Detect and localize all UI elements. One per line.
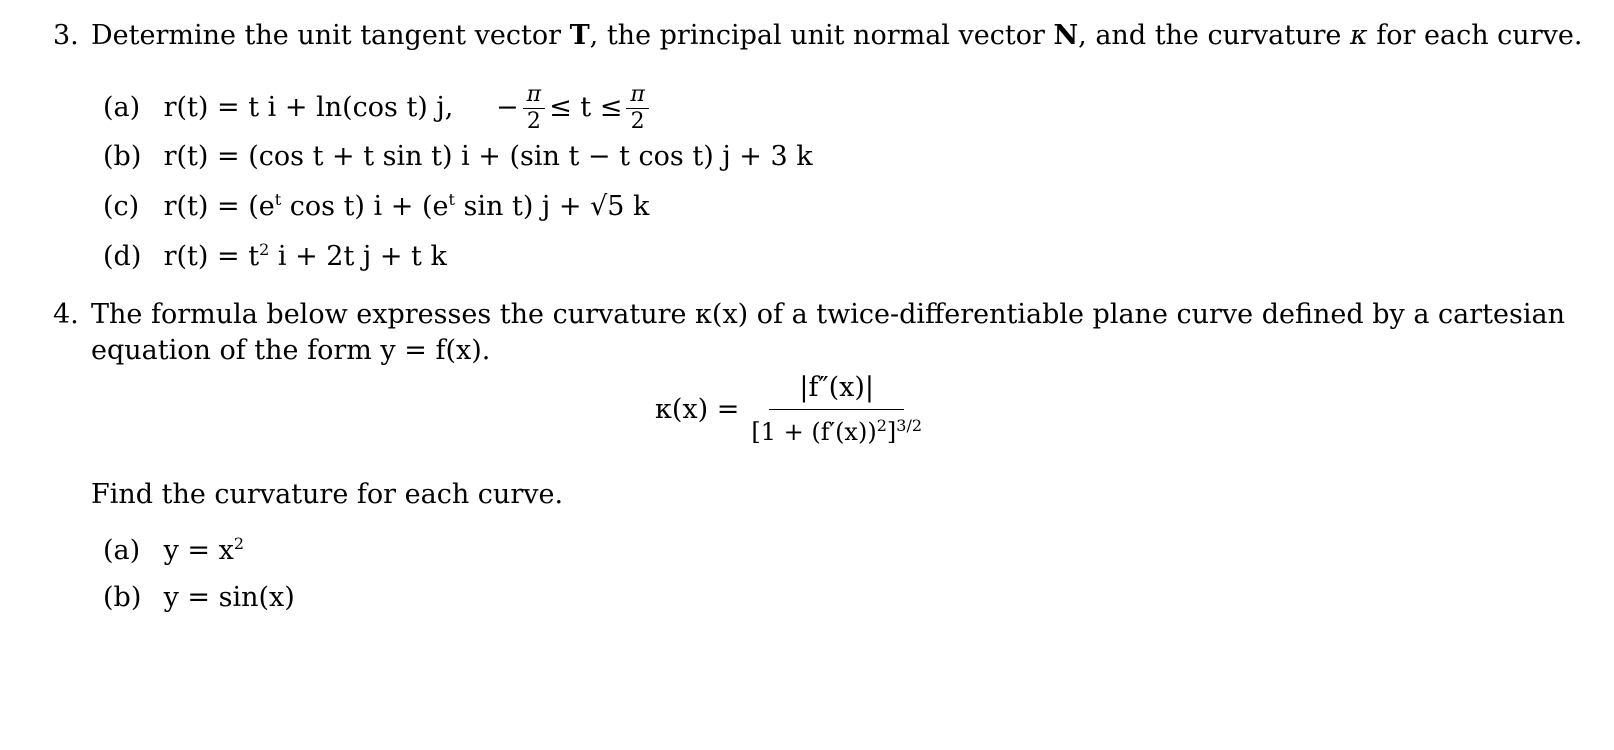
problem-3-part-c: (c) $r(t) = (e^t$ cos t) $i + (e^t$ sin t) j + √5 k: [103, 190, 650, 222]
T-vector: T: [569, 20, 590, 51]
pi-over-2-left: $\frac{\pi}{2}$: [523, 82, 545, 135]
problem-3: [53, 18, 1582, 54]
formula-denominator: $[1 + (f'(x))^2]^{3/2}$: [751, 416, 923, 446]
problem-4-statement: The formula below expresses the curvature κ(x) of a twice-differentiable plane curve defined by a cartesian equation of the form y = f(x).: [91, 299, 1565, 366]
problem-4: [53, 297, 1565, 369]
problem-3-part-d: (d) $r(t) = t^2$ i + 2t j + t k: [103, 240, 447, 272]
pi-over-2-right: $\frac{\pi}{2}$: [626, 82, 648, 135]
curvature-formula: κ(x) = $\frac{|f''(x)|}{[1 + (f'(x))^2]^{3/2}}$: [655, 372, 923, 446]
kappa-symbol: κ: [1349, 20, 1368, 51]
problem-3-part-a: (a) r(t) = t i + ln(cos t) j, − $\frac{\pi}{2}$ ≤ t ≤ $\frac{\pi}{2}$: [103, 82, 653, 135]
problem-4-part-a: (a) $y = x^2$: [103, 534, 245, 566]
problem-3-number: 3.: [53, 20, 79, 51]
problem-4-find: Find the curvature for each curve.: [91, 479, 564, 510]
problem-4-part-b: (b) y = sin(x): [103, 582, 295, 613]
formula-numerator: |f″(x)|: [769, 372, 904, 410]
problem-3-statement: Determine the unit tangent vector T, the principal unit normal vector N, and the curvature κ for each curve.: [91, 20, 1583, 51]
N-vector: N: [1053, 20, 1079, 51]
problem-4-number: 4.: [53, 299, 79, 330]
problem-3-part-b: (b) r(t) = (cos t + t sin t) i + (sin t − t cos t) j + 3 k: [103, 141, 813, 172]
